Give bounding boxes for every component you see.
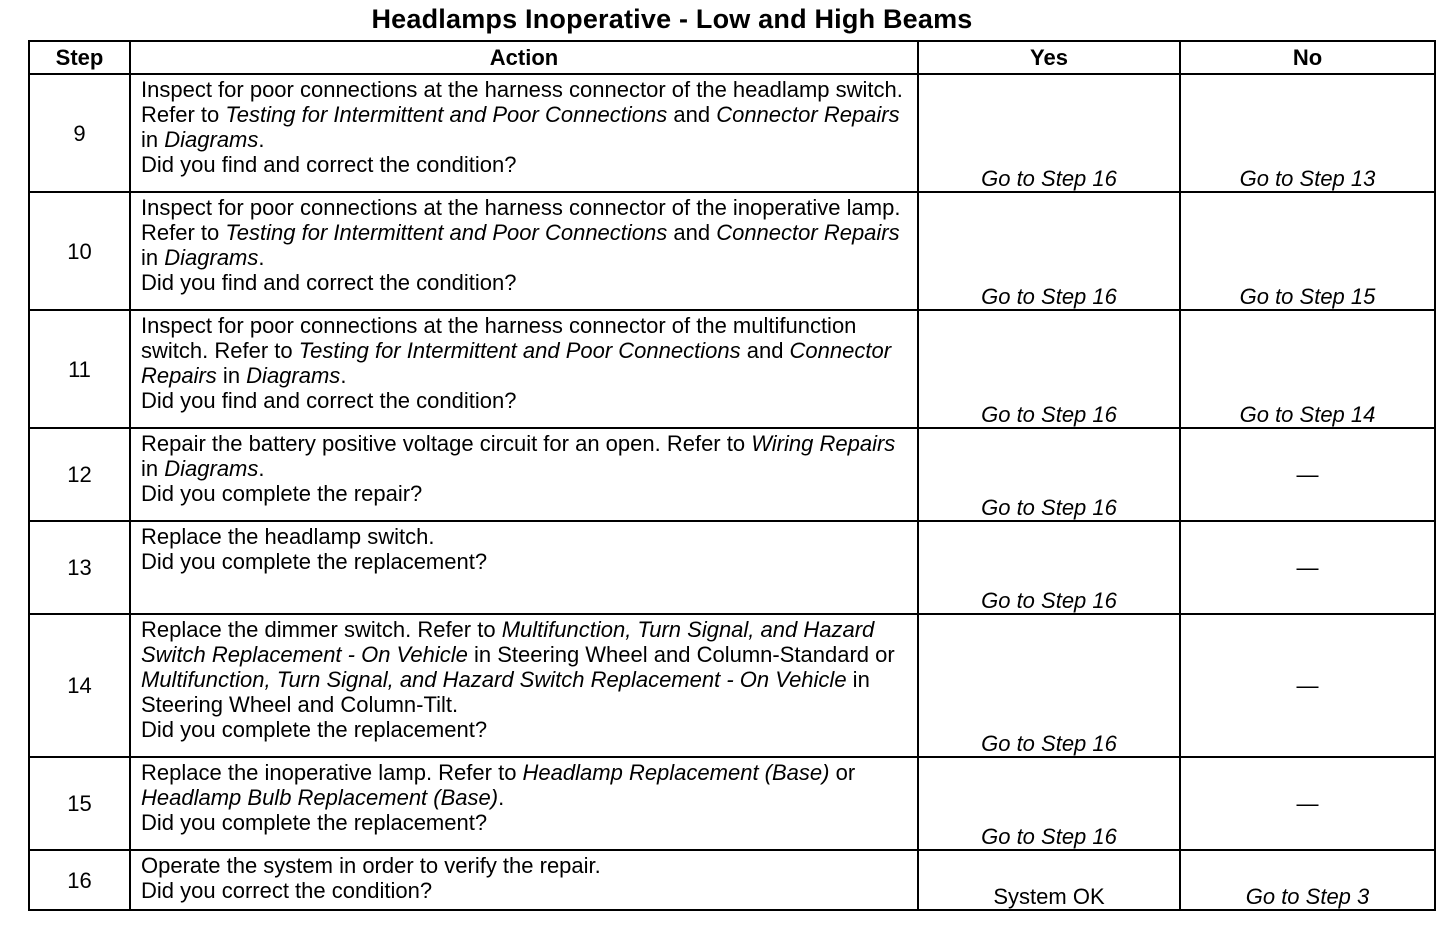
step-number: 10 (29, 192, 130, 310)
action-cell (130, 74, 918, 192)
yes-result-text: Go to Step 16 (981, 166, 1117, 191)
action-text: Replace the headlamp switch. (141, 524, 435, 549)
table-row (29, 614, 1435, 757)
no-result (1180, 428, 1435, 521)
action-question: Did you find and correct the condition? (141, 152, 517, 177)
no-result-text: Go to Step 15 (1239, 284, 1376, 309)
column-header-yes: Yes (918, 41, 1180, 74)
no-result (1180, 310, 1435, 428)
yes-result-text: Go to Step 16 (981, 588, 1117, 613)
yes-result (918, 74, 1180, 192)
column-header-no: No (1180, 41, 1435, 74)
action-cell (130, 310, 918, 428)
step-number: 15 (29, 757, 130, 850)
action-cell (130, 192, 918, 310)
no-result-text: Go to Step 3 (1245, 884, 1370, 909)
table-row (29, 428, 1435, 521)
table-row (29, 757, 1435, 850)
column-header-step: Step (29, 41, 130, 74)
action-text: Operate the system in order to verify the repair. (141, 853, 601, 878)
yes-result (918, 757, 1180, 850)
action-text: Inspect for poor connections at the harness connector of the headlamp switch. Refer to Testing for Intermittent and Poor Connections and Connector Repairs in Diagrams. (141, 77, 903, 152)
step-number: 11 (29, 310, 130, 428)
step-number: 16 (29, 850, 130, 910)
action-question: Did you complete the repair? (141, 481, 423, 506)
action-cell (130, 614, 918, 757)
yes-result (918, 521, 1180, 614)
action-cell (130, 521, 918, 614)
not-applicable-dash: — (1296, 462, 1319, 487)
step-number: 12 (29, 428, 130, 521)
not-applicable-dash: — (1296, 555, 1319, 580)
no-result (1180, 74, 1435, 192)
action-question: Did you complete the replacement? (141, 810, 488, 835)
not-applicable-dash: — (1296, 673, 1319, 698)
action-cell (130, 428, 918, 521)
table-row (29, 192, 1435, 310)
action-question: Did you correct the condition? (141, 878, 433, 903)
no-result (1180, 192, 1435, 310)
no-result-text: Go to Step 14 (1239, 402, 1376, 427)
action-question: Did you find and correct the condition? (141, 388, 517, 413)
page-title: Headlamps Inoperative - Low and High Beams (371, 4, 973, 34)
not-applicable-dash: — (1296, 791, 1319, 816)
step-number: 9 (29, 74, 130, 192)
column-header-action: Action (130, 41, 918, 74)
yes-result-text: Go to Step 16 (981, 824, 1117, 849)
yes-result (918, 192, 1180, 310)
action-text: Repair the battery positive voltage circuit for an open. Refer to Wiring Repairs in Diagrams. (141, 431, 896, 481)
action-cell (130, 850, 918, 910)
yes-result (918, 310, 1180, 428)
yes-result (918, 614, 1180, 757)
no-result (1180, 757, 1435, 850)
no-result-text: Go to Step 13 (1239, 166, 1376, 191)
action-text: Replace the inoperative lamp. Refer to Headlamp Replacement (Base) or Headlamp Bulb Replacement (Base). (141, 760, 856, 810)
yes-result-text: Go to Step 16 (981, 495, 1117, 520)
action-text: Inspect for poor connections at the harness connector of the inoperative lamp. Refer to Testing for Intermittent and Poor Connections and Connector Repairs in Diagrams. (141, 195, 901, 270)
action-question: Did you find and correct the condition? (141, 270, 517, 295)
table-row (29, 310, 1435, 428)
action-question: Did you complete the replacement? (141, 549, 488, 574)
no-result (1180, 850, 1435, 910)
yes-result (918, 428, 1180, 521)
action-question: Did you complete the replacement? (141, 717, 488, 742)
yes-result-text: Go to Step 16 (981, 284, 1117, 309)
step-number: 14 (29, 614, 130, 757)
table-header-row (29, 41, 1435, 74)
yes-result (918, 850, 1180, 910)
no-result (1180, 521, 1435, 614)
yes-result-text: System OK (993, 884, 1105, 909)
diagnostic-table (28, 40, 1436, 911)
table-row (29, 74, 1435, 192)
table-row (29, 850, 1435, 910)
yes-result-text: Go to Step 16 (981, 402, 1117, 427)
action-cell (130, 757, 918, 850)
action-text: Replace the dimmer switch. Refer to Multifunction, Turn Signal, and Hazard Switch Replacement - On Vehicle in Steering Wheel and Column-Standard or Multifunction, Turn Signal, and Hazard Switch Replacement - On Vehicle in Steering Wheel and Column-Tilt. (141, 617, 895, 717)
action-text: Inspect for poor connections at the harness connector of the multifunction switch. Refer to Testing for Intermittent and Poor Connections and Connector Repairs in Diagrams. (141, 313, 892, 388)
step-number: 13 (29, 521, 130, 614)
table-row (29, 521, 1435, 614)
no-result (1180, 614, 1435, 757)
yes-result-text: Go to Step 16 (981, 731, 1117, 756)
